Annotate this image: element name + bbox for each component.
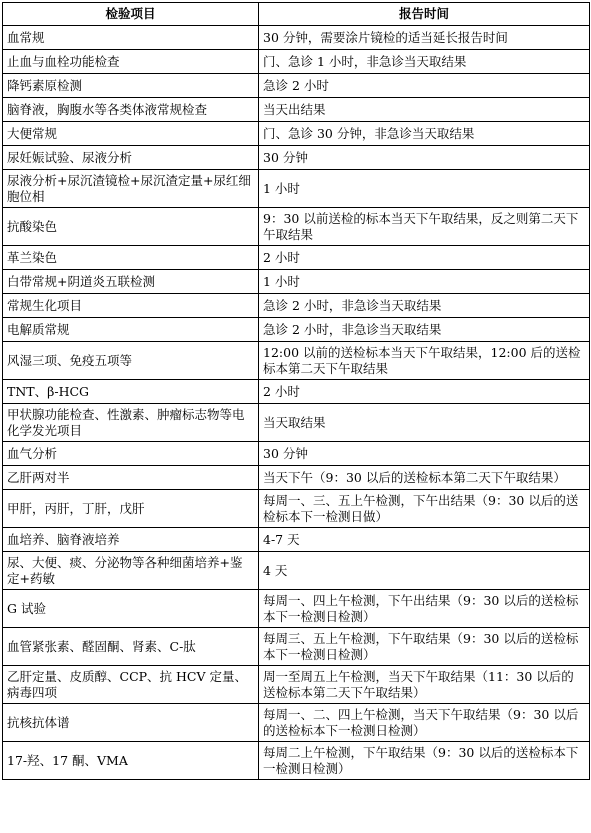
item-cell: 常规生化项目	[3, 294, 259, 318]
header-time: 报告时间	[259, 3, 590, 26]
item-cell: 大便常规	[3, 122, 259, 146]
report-time-cell: 2 小时	[259, 246, 590, 270]
table-row	[3, 270, 590, 294]
item-cell: 脑脊液，胸腹水等各类体液常规检查	[3, 98, 259, 122]
table-row	[3, 442, 590, 466]
table-row	[3, 50, 590, 74]
table-row	[3, 318, 590, 342]
item-cell: 17-羟、17 酮、VMA	[3, 742, 259, 780]
report-time-cell: 4-7 天	[259, 528, 590, 552]
report-time-cell: 每周一、二、四上午检测，当天下午取结果（9：30 以后的送检标本下一检测日检测）	[259, 704, 590, 742]
report-time-cell: 周一至周五上午检测，当天下午取结果（11：30 以后的送检标本第二天下午取结果）	[259, 666, 590, 704]
item-cell: 血常规	[3, 26, 259, 50]
report-time-table	[2, 2, 590, 780]
report-time-cell: 30 分钟	[259, 146, 590, 170]
table-row	[3, 294, 590, 318]
table-row	[3, 146, 590, 170]
item-cell: 尿液分析+尿沉渣镜检+尿沉渣定量+尿红细胞位相	[3, 170, 259, 208]
table-row	[3, 466, 590, 490]
item-cell: 革兰染色	[3, 246, 259, 270]
item-cell: 降钙素原检测	[3, 74, 259, 98]
table-row	[3, 380, 590, 404]
item-cell: 风湿三项、免疫五项等	[3, 342, 259, 380]
table-row	[3, 122, 590, 146]
item-cell: 乙肝两对半	[3, 466, 259, 490]
report-time-cell: 9：30 以前送检的标本当天下午取结果，反之则第二天下午取结果	[259, 208, 590, 246]
report-time-cell: 30 分钟，需要涂片镜检的适当延长报告时间	[259, 26, 590, 50]
item-cell: 甲状腺功能检查、性激素、肿瘤标志物等电化学发光项目	[3, 404, 259, 442]
item-cell: 血培养、脑脊液培养	[3, 528, 259, 552]
table-row	[3, 74, 590, 98]
table-row	[3, 170, 590, 208]
report-time-cell: 每周三、五上午检测，下午取结果（9：30 以后的送检标本下一检测日检测）	[259, 628, 590, 666]
table-row	[3, 98, 590, 122]
item-cell: 尿妊娠试验、尿液分析	[3, 146, 259, 170]
table-body	[3, 26, 590, 780]
table-row	[3, 246, 590, 270]
report-time-cell: 急诊 2 小时，非急诊当天取结果	[259, 318, 590, 342]
item-cell: TNT、β-HCG	[3, 380, 259, 404]
report-time-cell: 当天出结果	[259, 98, 590, 122]
item-cell: 抗酸染色	[3, 208, 259, 246]
report-time-cell: 1 小时	[259, 270, 590, 294]
report-time-cell: 每周一、四上午检测，下午出结果（9：30 以后的送检标本下一检测日检测）	[259, 590, 590, 628]
table-row	[3, 628, 590, 666]
table-row	[3, 552, 590, 590]
report-time-cell: 急诊 2 小时	[259, 74, 590, 98]
table-row	[3, 666, 590, 704]
item-cell: 抗核抗体谱	[3, 704, 259, 742]
report-time-cell: 当天下午（9：30 以后的送检标本第二天下午取结果）	[259, 466, 590, 490]
table-row	[3, 404, 590, 442]
report-time-cell: 每周一、三、五上午检测，下午出结果（9：30 以后的送检标本下一检测日做）	[259, 490, 590, 528]
report-time-cell: 2 小时	[259, 380, 590, 404]
table-row	[3, 342, 590, 380]
item-cell: 电解质常规	[3, 318, 259, 342]
report-time-cell: 4 天	[259, 552, 590, 590]
header-item: 检验项目	[3, 3, 259, 26]
report-time-cell: 30 分钟	[259, 442, 590, 466]
table-row	[3, 490, 590, 528]
item-cell: G 试验	[3, 590, 259, 628]
item-cell: 乙肝定量、皮质醇、CCP、抗 HCV 定量、病毒四项	[3, 666, 259, 704]
report-time-cell: 门、急诊 1 小时，非急诊当天取结果	[259, 50, 590, 74]
report-time-cell: 12:00 以前的送检标本当天下午取结果，12:00 后的送检标本第二天下午取结果	[259, 342, 590, 380]
table-row	[3, 704, 590, 742]
report-time-cell: 门、急诊 30 分钟，非急诊当天取结果	[259, 122, 590, 146]
item-cell: 白带常规+阴道炎五联检测	[3, 270, 259, 294]
table-row	[3, 528, 590, 552]
table-row	[3, 590, 590, 628]
item-cell: 甲肝，丙肝，丁肝，戊肝	[3, 490, 259, 528]
table-row	[3, 742, 590, 780]
report-time-cell: 当天取结果	[259, 404, 590, 442]
table-row	[3, 26, 590, 50]
item-cell: 血管紧张素、醛固酮、肾素、C-肽	[3, 628, 259, 666]
item-cell: 尿、大便、痰、分泌物等各种细菌培养+鉴定+药敏	[3, 552, 259, 590]
report-time-cell: 急诊 2 小时，非急诊当天取结果	[259, 294, 590, 318]
item-cell: 血气分析	[3, 442, 259, 466]
item-cell: 止血与血栓功能检查	[3, 50, 259, 74]
report-time-cell: 每周二上午检测，下午取结果（9：30 以后的送检标本下一检测日检测）	[259, 742, 590, 780]
table-row	[3, 208, 590, 246]
report-time-cell: 1 小时	[259, 170, 590, 208]
table-header-row	[3, 3, 590, 26]
